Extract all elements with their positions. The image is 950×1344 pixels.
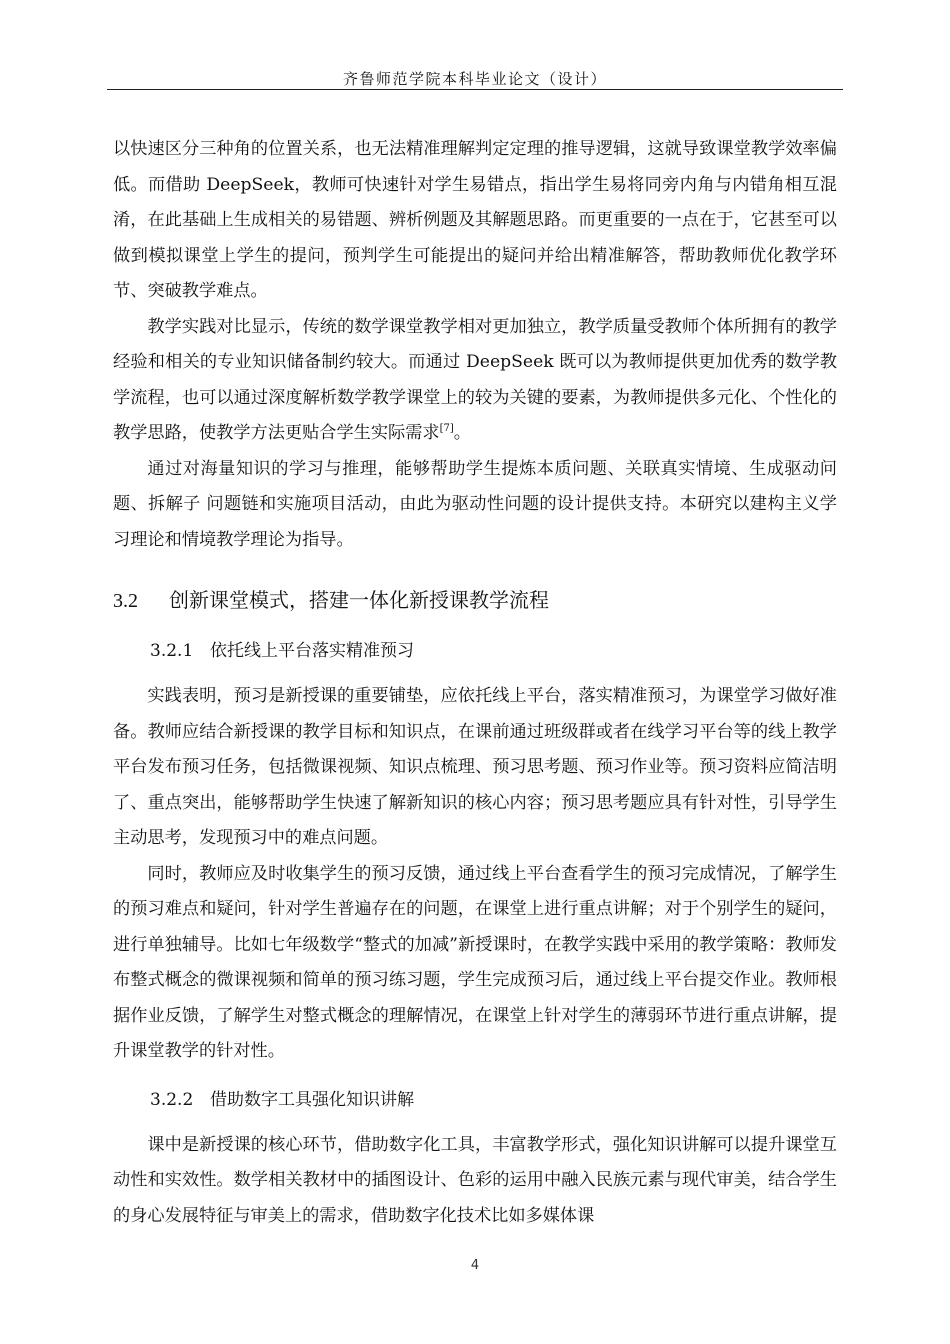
subsection-number: 3.2.1 bbox=[150, 641, 194, 661]
citation-marker[interactable]: [7] bbox=[439, 423, 454, 434]
paragraph-text: 教学实践对比显示，传统的数学课堂教学相对更加独立，教学质量受教师个体所拥有的教学经验和相关的专业知识储备制约较大。而通过 DeepSeek 既可以为教师提供更加优秀的数学教学流程，也可以通过深度解析数学教学课堂上的较为关键的要素，为教师提供多元化、个性化的教学思路，使教学方法更贴合学生实际需求 bbox=[113, 316, 837, 443]
paragraph bbox=[113, 310, 837, 452]
subsection-number: 3.2.2 bbox=[150, 1089, 194, 1110]
subsection-title: 借助数字工具强化知识讲解 bbox=[210, 1089, 414, 1110]
header-rule bbox=[107, 89, 843, 90]
section-heading bbox=[113, 580, 837, 621]
page-number: 4 bbox=[470, 1258, 480, 1273]
running-header: 齐鲁师范学院本科毕业论文（设计） bbox=[342, 70, 607, 88]
section-number: 3.2 bbox=[113, 590, 138, 612]
paragraph-end: 。 bbox=[453, 423, 471, 443]
subsection-title: 依托线上平台落实精准预习 bbox=[210, 641, 414, 661]
subsection-heading bbox=[150, 633, 837, 669]
paragraph: 以快速区分三种角的位置关系，也无法精准理解判定定理的推导逻辑，这就导致课堂教学效率偏低。而借助 DeepSeek，教师可快速针对学生易错点，指出学生易将同旁内角与内错角相互混淆，在此基础上生成相关的易错题、辨析例题及其解题思路。而更重要的一点在于，它甚至可以做到模拟课堂上学生的提问，预判学生可能提出的疑问并给出精准解答，帮助教师优化教学环节、突破教学难点。 bbox=[113, 139, 837, 301]
paragraph: 同时，教师应及时收集学生的预习反馈，通过线上平台查看学生的预习完成情况，了解学生的预习难点和疑问，针对学生普遍存在的问题，在课堂上进行重点讲解；对于个别学生的疑问，进行单独辅导。比如七年级数学“整式的加减”新授课时，在教学实践中采用的教学策略：教师发布整式概念的微课视频和简单的预习练习题，学生完成预习后，通过线上平台提交作业。教师根据作业反馈，了解学生对整式概念的理解情况，在课堂上针对学生的薄弱环节进行重点讲解，提升课堂教学的针对性。 bbox=[113, 863, 837, 1061]
subsection-heading bbox=[150, 1082, 837, 1118]
paragraph: 课中是新授课的核心环节，借助数字化工具，丰富教学形式，强化知识讲解可以提升课堂互动性和实效性。数学相关教材中的插图设计、色彩的运用中融入民族元素与现代审美，结合学生的身心发展特征与审美上的需求，借助数字化技术比如多媒体课 bbox=[113, 1134, 837, 1226]
section-title: 创新课堂模式，搭建一体化新授课教学流程 bbox=[169, 588, 549, 612]
paragraph: 实践表明，预习是新授课的重要铺垫，应依托线上平台，落实精准预习，为课堂学习做好准备。教师应结合新授课的教学目标和知识点，在课前通过班级群或者在线学习平台等的线上教学平台发布预习任务，包括微课视频、知识点梳理、预习思考题、预习作业等。预习资料应简洁明了、重点突出，能够帮助学生快速了解新知识的核心内容；预习思考题应具有针对性，引导学生主动思考，发现预习中的难点问题。 bbox=[113, 686, 837, 848]
page-body bbox=[113, 132, 837, 1234]
paragraph: 通过对海量知识的学习与推理，能够帮助学生提炼本质问题、关联真实情境、生成驱动问题、拆解子 问题链和实施项目活动，由此为驱动性问题的设计提供支持。本研究以建构主义学习理论和情境教学理论为指导。 bbox=[113, 458, 837, 550]
